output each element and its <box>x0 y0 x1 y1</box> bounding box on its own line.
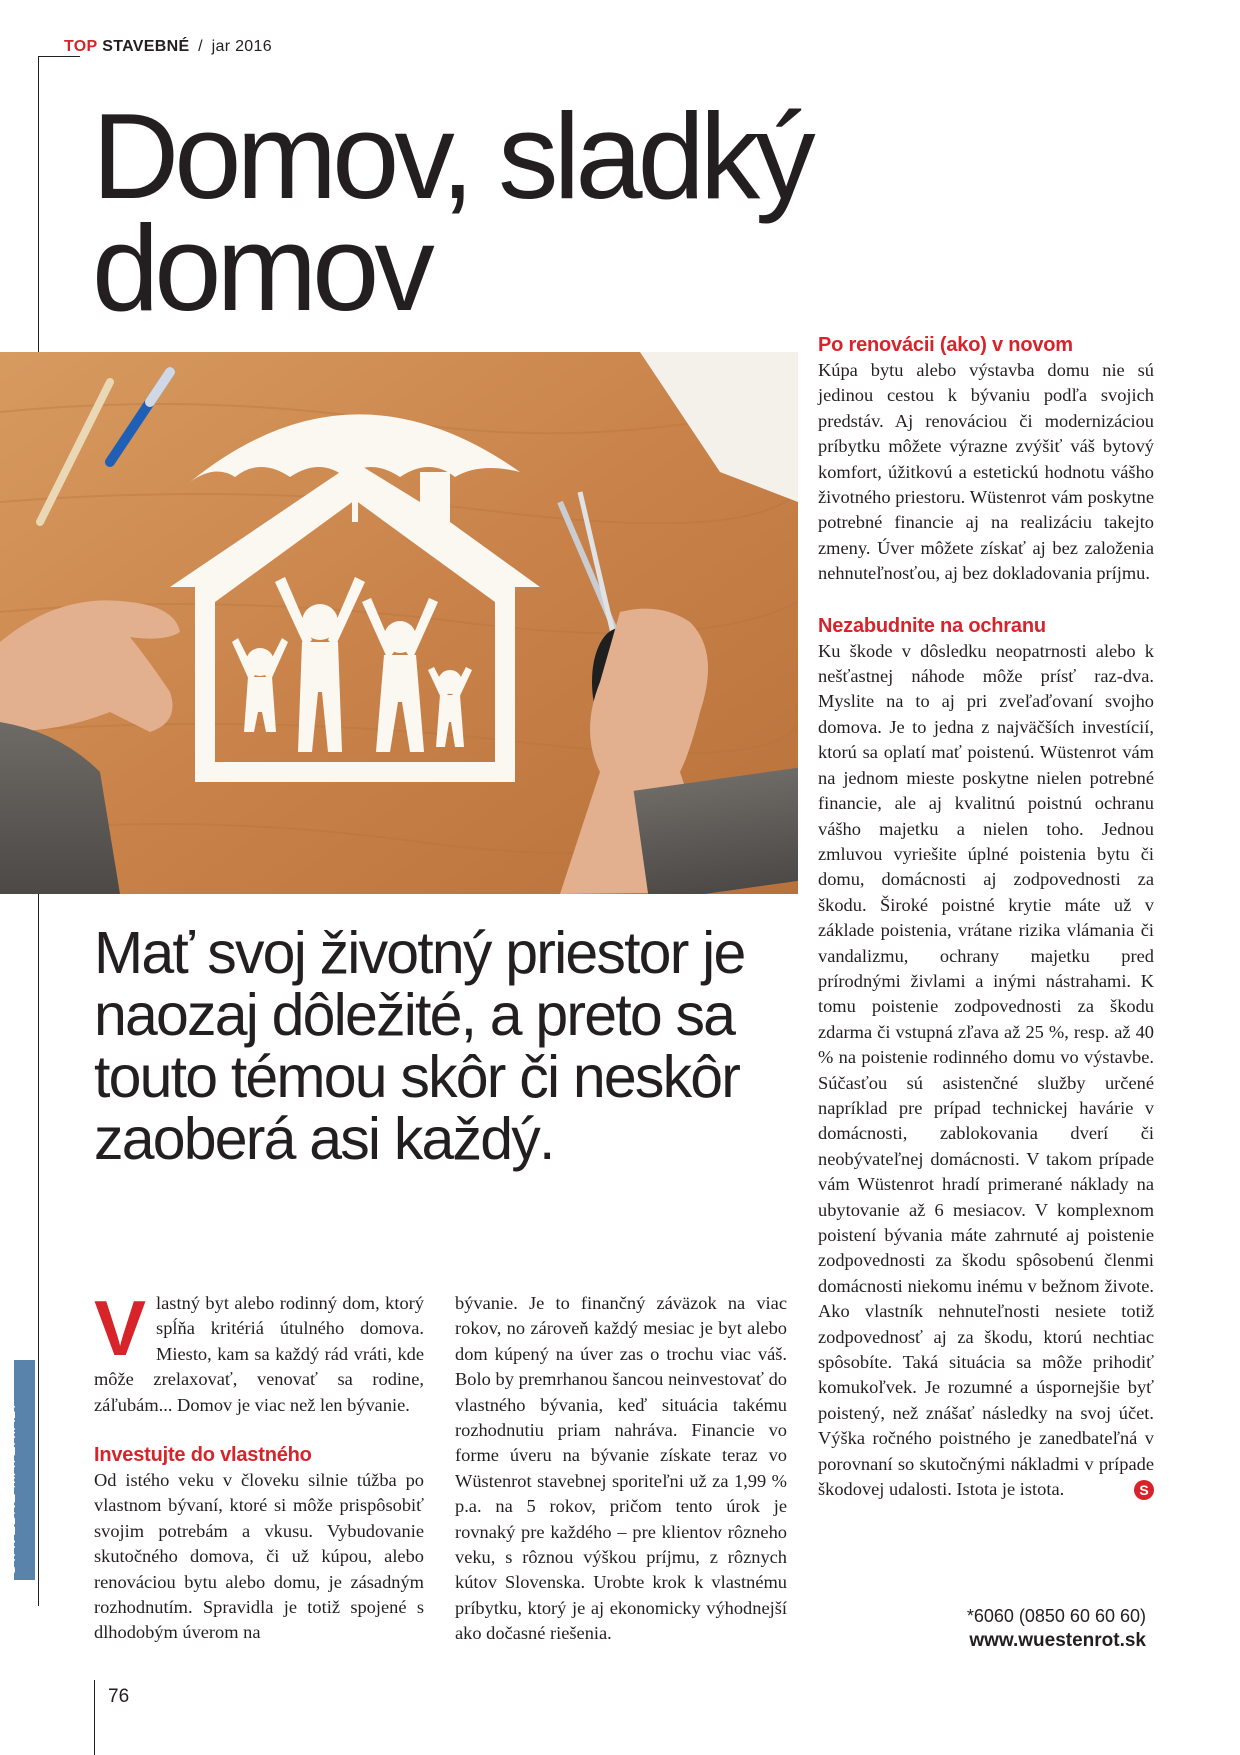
section3-text: Ku škode v dôsledku neopatrnosti alebo k nešťastnej náhode môže prísť raz-dva. Myslite na to aj pri zveľaďovaní svojho domova. Je to jedna z najväčších investícií, ktorú sa oplatí mať poistenú. Wüstenrot vám na jednom mieste poskytne nielen potrebné financie, ale aj kvalitnú poistnú ochranu vášho majetku a nielen toho. Jednou zmluvou vyriešite úplné poistenia bytu či domu, domácnosti aj zodpovednosti za škodu. Široké poistné krytie máte už v základe poistenia, vrátane rizika vlámania či vandalizmu, ochrany majetku pred prírodnými živlami a inými nástrahami. K tomu poistenie zodpovednosti za škodu zdarma či vstupná zľava až 25 %, resp. až 40 % na poistenie rodinného domu vo výstavbe. Súčasťou sú asistenčné služby určené napríklad pre prípad technickej havárie v domácnosti, zablokovania dverí či neobývateľnej domácnosti. V takom prípade vám Wüstenrot hradí primerané náklady na ubytovanie až 6 mesiacov. V komplexnom poistení bývania máte zahrnuté aj poistenie zodpovednosti za škodu spôsobenú členmi domácnosti niekomu inému v bežnom živote. Ako vlastník nehnuteľnosti nesiete totiž zodpovednosť aj za škodu, ktorú nechtiac spôsobíte. Taká situácia sa môže prihodiť komukoľvek. Je rozumné a úspornejšie byť poistený, než znášať následky na svoj účet. Výška ročného poistného je zanedbateľná v porovnaní so skutočnými nákladmi v prípade škodovej udalosti. Istota je istota. <box>818 640 1154 1500</box>
headline-line-1: Domov, sladký <box>92 88 811 224</box>
header-separator: / <box>198 38 203 55</box>
page-number: 76 <box>108 1686 130 1707</box>
contact-phone: *6060 (0850 60 60 60) <box>966 1606 1146 1626</box>
section1-text-col2: bývanie. Je to finančný záväzok na viac rokov, no zároveň každý mesiac je byt alebo dom kúpený na úver zas o trochu viac váš. Bolo by premrhanou šancou neinvestovať do vlastného bývania, keď situácia takému rozhodnutiu priam nahráva. Financie vo forme úveru na bývanie získate teraz vo Wüstenrot stavebnej sporiteľni už za 1,99 % p.a. na 5 rokov, pričom tento úrok je rovnaký pre každého – pre klientov rôzneho veku, s rôznou výškou príjmu, z rôznych kútov Slovenska. Urobte krok k vlastnému príbytku, ktorý je aj ekonomicky výhodnejší ako dočasné riešenia. <box>455 1293 787 1644</box>
subheading-renovacia: Po renovácii (ako) v novom <box>818 334 1073 356</box>
article-column-3 <box>818 332 1154 1502</box>
header-section: STAVEBNÉ <box>102 38 190 55</box>
header-rule <box>38 56 80 57</box>
section3-paragraph <box>818 639 1154 1503</box>
drop-cap: V <box>94 1284 147 1372</box>
end-of-article-icon: S <box>1134 1480 1154 1500</box>
headline <box>92 88 1042 336</box>
page-number-rule <box>94 1680 95 1755</box>
headline-line-2: domov <box>92 200 430 336</box>
section1-text-col1: Od istého veku v človeku silnie túžba po vlastnom bývaní, ktoré si môže prispôsobiť svojim potrebám a vkusu. Vybudovanie skutočného domova, či už kúpou, alebo renováciou bytu alebo domu, je zásadným rozhodnutím. Spravidla je totiž spojené s dlhodobým úverom na <box>94 1470 424 1643</box>
header-top: TOP <box>64 38 98 55</box>
side-tab-divider <box>35 1360 38 1580</box>
pull-quote: Mať svoj životný priestor je naozaj dôležité, a preto sa touto témou skôr či neskôr zaoberá asi každý. <box>94 920 745 1172</box>
family-house-umbrella-illustration <box>0 352 798 894</box>
subheading-ochrana: Nezabudnite na ochranu <box>818 614 1046 637</box>
intro-paragraph <box>94 1284 424 1418</box>
article-column-2 <box>455 1291 787 1647</box>
contact-block <box>900 1604 1146 1654</box>
side-section-tab-label: STAVEBNÉ MATERIÁLY <box>2 1401 19 1575</box>
article-column-1 <box>94 1284 424 1646</box>
contact-website-link[interactable]: www.wuestenrot.sk <box>969 1630 1146 1651</box>
section2-text: Kúpa bytu alebo výstavba domu nie sú jedinou cestou k bývaniu podľa svojich predstáv. Aj renováciou či modernizáciou príbytku môžete výrazne zvýšiť váš bytový komfort, úžitkovú a estetickú hodnotu vášho životného priestoru. Wüstenrot vám poskytne potrebné financie aj na realizáciu takejto zmeny. Úver môžete získať aj bez založenia nehnuteľnosťou, aj bez dokladovania príjmu. <box>818 360 1154 584</box>
intro-text: lastný byt alebo rodinný dom, ktorý spĺňa kritériá útulného domova. Miesto, kam sa každý rád vráti, kde môže zrelaxovať, venovať sa rodine, záľubám... Domov je viac než len bývanie. <box>94 1293 424 1415</box>
article-photo <box>0 352 798 894</box>
subheading-investujte: Investujte do vlastného <box>94 1444 312 1467</box>
running-header <box>64 38 272 56</box>
header-issue: jar 2016 <box>211 38 272 55</box>
